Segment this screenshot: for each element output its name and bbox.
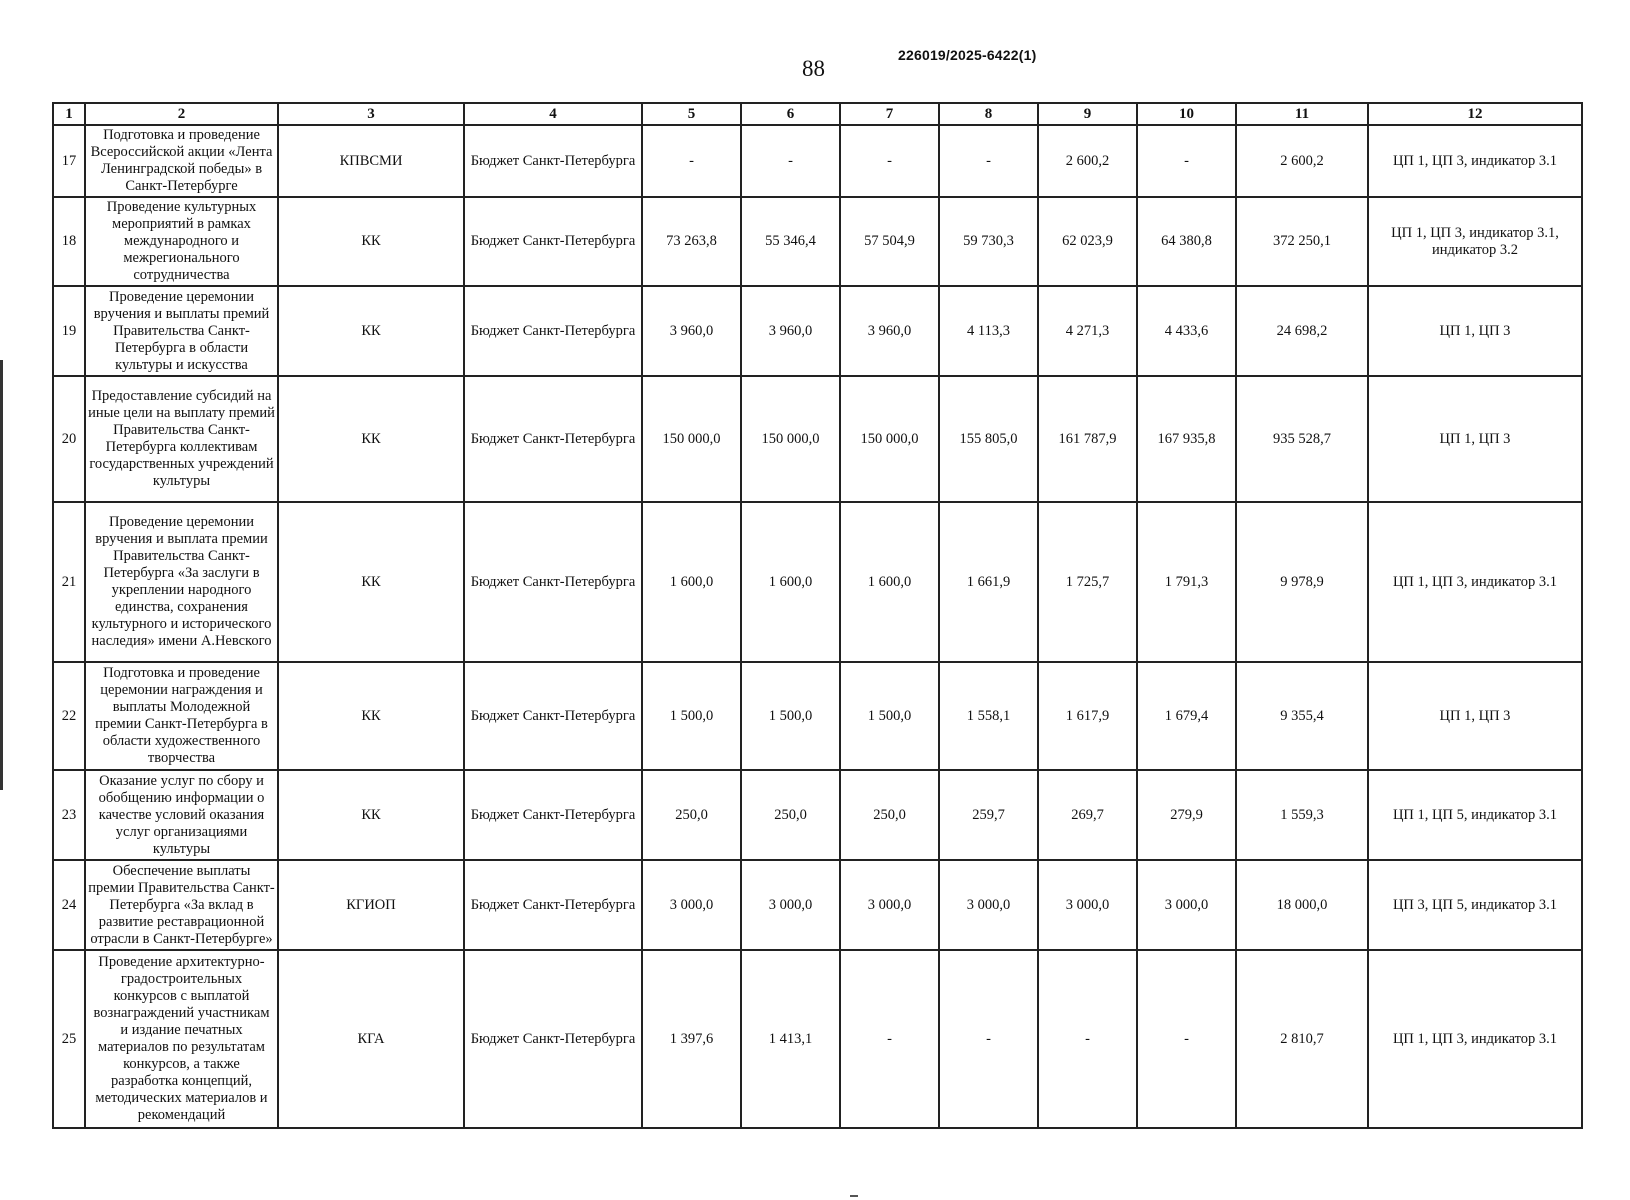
total-cell: 1 559,3	[1236, 770, 1368, 860]
column-header: 2	[85, 103, 278, 125]
value-cell: -	[939, 125, 1038, 197]
table-row	[53, 770, 1582, 860]
row-number: 23	[53, 770, 85, 860]
value-cell: 3 960,0	[840, 286, 939, 376]
value-cell: -	[1038, 950, 1137, 1128]
value-cell: 1 600,0	[741, 502, 840, 662]
funding-source: Бюджет Санкт-Петербурга	[464, 376, 642, 502]
value-cell: 55 346,4	[741, 197, 840, 286]
executor: КПВСМИ	[278, 125, 464, 197]
value-cell: -	[642, 125, 741, 197]
column-header: 11	[1236, 103, 1368, 125]
executor: КГИОП	[278, 860, 464, 950]
value-cell: 167 935,8	[1137, 376, 1236, 502]
value-cell: 3 000,0	[1137, 860, 1236, 950]
event-name: Подготовка и проведение Всероссийской акции «Лента Ленинградской победы» в Санкт-Петербурге	[85, 125, 278, 197]
funding-source: Бюджет Санкт-Петербурга	[464, 860, 642, 950]
value-cell: -	[1137, 125, 1236, 197]
total-cell: 24 698,2	[1236, 286, 1368, 376]
event-name: Предоставление субсидий на иные цели на выплату премий Правительства Санкт-Петербурга коллективам государственных учреждений культуры	[85, 376, 278, 502]
value-cell: -	[741, 125, 840, 197]
value-cell: 1 558,1	[939, 662, 1038, 770]
value-cell: 259,7	[939, 770, 1038, 860]
row-number: 25	[53, 950, 85, 1128]
table-row	[53, 197, 1582, 286]
value-cell: 250,0	[642, 770, 741, 860]
column-header: 6	[741, 103, 840, 125]
targets-cell: ЦП 3, ЦП 5, индикатор 3.1	[1368, 860, 1582, 950]
value-cell: 1 679,4	[1137, 662, 1236, 770]
targets-cell: ЦП 1, ЦП 3	[1368, 662, 1582, 770]
executor: КК	[278, 286, 464, 376]
event-name: Обеспечение выплаты премии Правительства Санкт-Петербурга «За вклад в развитие реставрационной отрасли в Санкт-Петербурге»	[85, 860, 278, 950]
targets-cell: ЦП 1, ЦП 3, индикатор 3.1	[1368, 950, 1582, 1128]
funding-source: Бюджет Санкт-Петербурга	[464, 662, 642, 770]
column-number-header-row	[53, 103, 1582, 125]
column-header: 12	[1368, 103, 1582, 125]
executor: КК	[278, 502, 464, 662]
targets-cell: ЦП 1, ЦП 3, индикатор 3.1, индикатор 3.2	[1368, 197, 1582, 286]
funding-source: Бюджет Санкт-Петербурга	[464, 125, 642, 197]
document-id: 226019/2025-6422(1)	[898, 47, 1037, 63]
value-cell: 279,9	[1137, 770, 1236, 860]
value-cell: 3 000,0	[741, 860, 840, 950]
row-number: 18	[53, 197, 85, 286]
page-number: 88	[802, 56, 825, 81]
value-cell: -	[939, 950, 1038, 1128]
total-cell: 935 528,7	[1236, 376, 1368, 502]
value-cell: 1 725,7	[1038, 502, 1137, 662]
value-cell: 3 000,0	[840, 860, 939, 950]
row-number: 19	[53, 286, 85, 376]
scan-edge-mark	[0, 360, 3, 790]
value-cell: 3 000,0	[642, 860, 741, 950]
targets-cell: ЦП 1, ЦП 3	[1368, 286, 1582, 376]
total-cell: 2 810,7	[1236, 950, 1368, 1128]
value-cell: 1 617,9	[1038, 662, 1137, 770]
funding-source: Бюджет Санкт-Петербурга	[464, 950, 642, 1128]
row-number: 20	[53, 376, 85, 502]
value-cell: 57 504,9	[840, 197, 939, 286]
value-cell: 1 600,0	[642, 502, 741, 662]
value-cell: -	[1137, 950, 1236, 1128]
event-name: Оказание услуг по сбору и обобщению информации о качестве условий оказания услуг организациями культуры	[85, 770, 278, 860]
targets-cell: ЦП 1, ЦП 3	[1368, 376, 1582, 502]
executor: КГА	[278, 950, 464, 1128]
value-cell: 155 805,0	[939, 376, 1038, 502]
value-cell: 62 023,9	[1038, 197, 1137, 286]
value-cell: -	[840, 125, 939, 197]
column-header: 9	[1038, 103, 1137, 125]
value-cell: 269,7	[1038, 770, 1137, 860]
table-row	[53, 125, 1582, 197]
executor: КК	[278, 662, 464, 770]
value-cell: 1 500,0	[642, 662, 741, 770]
value-cell: 4 113,3	[939, 286, 1038, 376]
total-cell: 372 250,1	[1236, 197, 1368, 286]
event-name: Проведение церемонии вручения и выплаты премий Правительства Санкт-Петербурга в области культуры и искусства	[85, 286, 278, 376]
value-cell: 64 380,8	[1137, 197, 1236, 286]
event-name: Проведение архитектурно-градостроительных конкурсов с выплатой вознаграждений участникам и издание печатных материалов по результатам конкурсов, а также разработка концепций, методических материалов и рекомендаций	[85, 950, 278, 1128]
value-cell: 3 960,0	[741, 286, 840, 376]
executor: КК	[278, 376, 464, 502]
executor: КК	[278, 770, 464, 860]
value-cell: 1 600,0	[840, 502, 939, 662]
funding-source: Бюджет Санкт-Петербурга	[464, 286, 642, 376]
targets-cell: ЦП 1, ЦП 3, индикатор 3.1	[1368, 502, 1582, 662]
column-header: 3	[278, 103, 464, 125]
value-cell: 1 397,6	[642, 950, 741, 1128]
value-cell: 1 661,9	[939, 502, 1038, 662]
total-cell: 2 600,2	[1236, 125, 1368, 197]
event-name: Подготовка и проведение церемонии награждения и выплаты Молодежной премии Санкт-Петербурга в области художественного творчества	[85, 662, 278, 770]
targets-cell: ЦП 1, ЦП 5, индикатор 3.1	[1368, 770, 1582, 860]
event-name: Проведение церемонии вручения и выплата премии Правительства Санкт-Петербурга «За заслуги в укреплении народного единства, сохранения культурного и исторического наследия» имени А.Невского	[85, 502, 278, 662]
value-cell: 59 730,3	[939, 197, 1038, 286]
funding-source: Бюджет Санкт-Петербурга	[464, 770, 642, 860]
scan-mark	[850, 1195, 858, 1197]
column-header: 1	[53, 103, 85, 125]
value-cell: 150 000,0	[741, 376, 840, 502]
table-row	[53, 662, 1582, 770]
row-number: 17	[53, 125, 85, 197]
value-cell: 1 500,0	[840, 662, 939, 770]
total-cell: 18 000,0	[1236, 860, 1368, 950]
value-cell: 150 000,0	[642, 376, 741, 502]
value-cell: 73 263,8	[642, 197, 741, 286]
funding-source: Бюджет Санкт-Петербурга	[464, 502, 642, 662]
table-row	[53, 376, 1582, 502]
value-cell: 1 413,1	[741, 950, 840, 1128]
column-header: 7	[840, 103, 939, 125]
targets-cell: ЦП 1, ЦП 3, индикатор 3.1	[1368, 125, 1582, 197]
row-number: 24	[53, 860, 85, 950]
funding-source: Бюджет Санкт-Петербурга	[464, 197, 642, 286]
value-cell: 250,0	[741, 770, 840, 860]
executor: КК	[278, 197, 464, 286]
total-cell: 9 355,4	[1236, 662, 1368, 770]
row-number: 22	[53, 662, 85, 770]
value-cell: 150 000,0	[840, 376, 939, 502]
value-cell: 3 000,0	[939, 860, 1038, 950]
value-cell: 1 500,0	[741, 662, 840, 770]
budget-table	[52, 102, 1583, 1129]
value-cell: -	[840, 950, 939, 1128]
value-cell: 3 960,0	[642, 286, 741, 376]
value-cell: 4 271,3	[1038, 286, 1137, 376]
total-cell: 9 978,9	[1236, 502, 1368, 662]
row-number: 21	[53, 502, 85, 662]
column-header: 8	[939, 103, 1038, 125]
value-cell: 1 791,3	[1137, 502, 1236, 662]
value-cell: 161 787,9	[1038, 376, 1137, 502]
column-header: 4	[464, 103, 642, 125]
value-cell: 4 433,6	[1137, 286, 1236, 376]
table-row	[53, 502, 1582, 662]
event-name: Проведение культурных мероприятий в рамках международного и межрегионального сотрудничества	[85, 197, 278, 286]
table-row	[53, 860, 1582, 950]
value-cell: 250,0	[840, 770, 939, 860]
column-header: 5	[642, 103, 741, 125]
value-cell: 2 600,2	[1038, 125, 1137, 197]
table-row	[53, 286, 1582, 376]
value-cell: 3 000,0	[1038, 860, 1137, 950]
table-row	[53, 950, 1582, 1128]
column-header: 10	[1137, 103, 1236, 125]
